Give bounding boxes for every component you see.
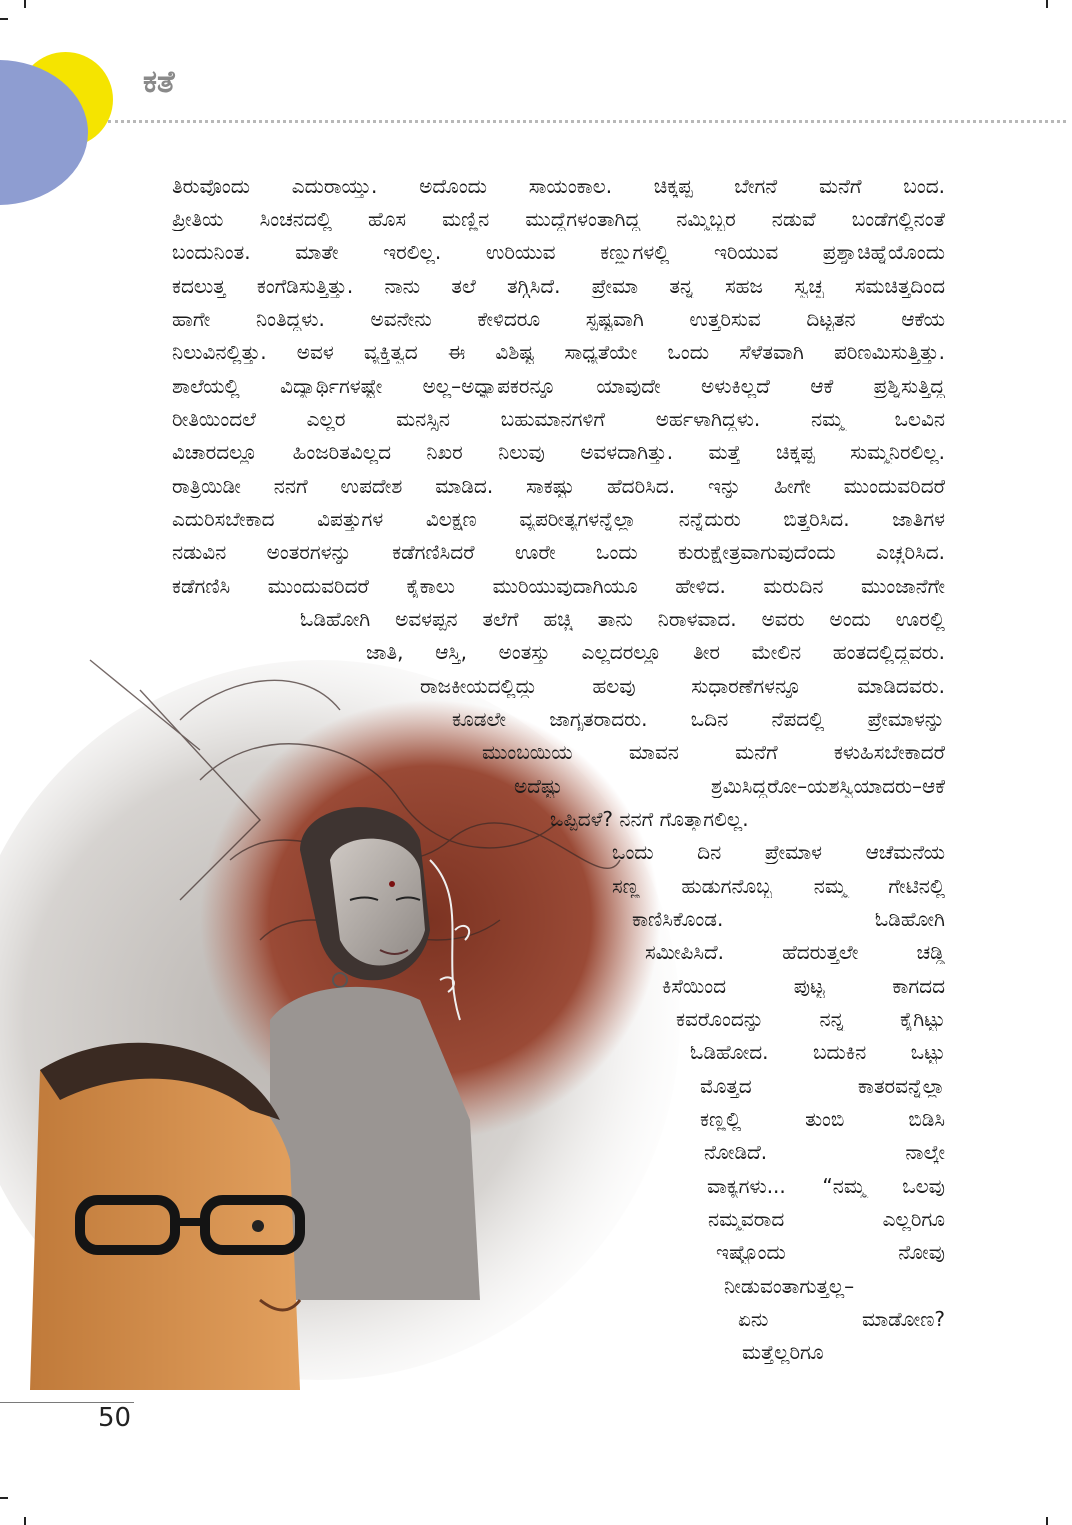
- story-line: ನೀಡುವಂತಾಗುತ್ತಲ್ಲ–: [724, 1274, 855, 1298]
- story-line: ನಮ್ಮವರಾದ ಎಲ್ಲರಿಗೂ: [708, 1207, 945, 1231]
- story-line: ಸಣ್ಣ ಹುಡುಗನೊಬ್ಬ ನಮ್ಮ ಗೇಟಿನಲ್ಲಿ: [612, 874, 945, 898]
- story-line: ಬಂದುನಿಂತ. ಮಾತೇ ಇರಲಿಲ್ಲ. ಉರಿಯುವ ಕಣ್ಣುಗಳಲ್ಲಿ ಇರಿಯುವ ಪ್ರಶ್ನಾಚಿಹ್ನೆಯೊಂದು: [172, 240, 945, 264]
- story-line: ರೀತಿಯಿಂದಲೆ ಎಲ್ಲರ ಮನಸ್ಸಿನ ಬಹುಮಾನಗಳಿಗೆ ಅರ್ಹಳಾಗಿದ್ದಳು. ನಮ್ಮ ಒಲವಿನ: [172, 407, 945, 431]
- story-line: ವಿಚಾರದಲ್ಲೂ ಹಿಂಜರಿತವಿಲ್ಲದ ನಿಖರ ನಿಲುವು ಅವಳದಾಗಿತ್ತು. ಮತ್ತೆ ಚಿಕ್ಕಪ್ಪ ಸುಮ್ಮನಿರಲಿಲ್ಲ.: [172, 440, 945, 464]
- story-line: ಜಾತಿ, ಆಸ್ತಿ, ಅಂತಸ್ತು ಎಲ್ಲದರಲ್ಲೂ ತೀರ ಮೇಲಿನ ಹಂತದಲ್ಲಿದ್ದವರು.: [366, 640, 945, 664]
- story-line: ಅದೆಷ್ಟು ಶ್ರಮಿಸಿದ್ದರೋ–ಯಶಸ್ವಿಯಾದರು–ಆಕೆ: [514, 774, 945, 798]
- story-line: ರಾತ್ರಿಯಿಡೀ ನನಗೆ ಉಪದೇಶ ಮಾಡಿದ. ಸಾಕಷ್ಟು ಹೆದರಿಸಿದ. ಇನ್ನು ಹೀಗೇ ಮುಂದುವರಿದರೆ: [172, 474, 945, 498]
- section-title: ಕತೆ: [143, 64, 175, 100]
- story-line: ಮೊತ್ತದ ಕಾತರವನ್ನೆಲ್ಲಾ: [700, 1074, 945, 1098]
- story-line: ಕದಲುತ್ತ ಕಂಗೆಡಿಸುತ್ತಿತ್ತು. ನಾನು ತಲೆ ತಗ್ಗಿಸಿದೆ. ಪ್ರೇಮಾ ತನ್ನ ಸಹಜ ಸ್ವಚ್ಛ ಸಮಚಿತ್ತದಿಂದ: [172, 274, 945, 298]
- story-line: ಸಮೀಪಿಸಿದೆ. ಹೆದರುತ್ತಲೇ ಚಡ್ಡಿ: [645, 940, 945, 964]
- story-line: ಕಣ್ಣಲ್ಲಿ ತುಂಬಿ ಬಿಡಿಸಿ: [700, 1107, 945, 1131]
- story-line: ನೋಡಿದೆ. ನಾಲ್ಕೇ: [704, 1140, 945, 1164]
- story-line: ಶಾಲೆಯಲ್ಲಿ ವಿದ್ಯಾರ್ಥಿಗಳಷ್ಟೇ ಅಲ್ಲ–ಅಧ್ಯಾಪಕರನ್ನೂ ಯಾವುದೇ ಅಳುಕಿಲ್ಲದೆ ಆಕೆ ಪ್ರಶ್ನಿಸುತ್ತಿದ್ದ: [172, 374, 945, 398]
- story-line: ಮುಂಬಯಿಯ ಮಾವನ ಮನೆಗೆ ಕಳುಹಿಸಬೇಕಾದರೆ: [482, 740, 945, 764]
- story-line: ಏನು ಮಾಡೋಣ?: [738, 1307, 945, 1331]
- page-number: 50: [98, 1403, 132, 1433]
- story-line: ಓಡಿಹೋಗಿ ಅವಳಪ್ಪನ ತಲೆಗೆ ಹಚ್ಚಿ ತಾನು ನಿರಾಳವಾದ. ಅವರು ಅಂದು ಊರಲ್ಲಿ: [300, 607, 945, 631]
- story-line: ರಾಜಕೀಯದಲ್ಲಿದ್ದು ಹಲವು ಸುಧಾರಣೆಗಳನ್ನೂ ಮಾಡಿದವರು.: [420, 674, 945, 698]
- story-line: ಕಿಸೆಯಿಂದ ಪುಟ್ಟ ಕಾಗದದ: [662, 974, 945, 998]
- story-line: ಓಡಿಹೋದ. ಬದುಕಿನ ಒಟ್ಟು: [690, 1040, 945, 1064]
- story-line: ಒಂದು ದಿನ ಪ್ರೇಮಾಳ ಆಚೆಮನೆಯ: [612, 840, 945, 864]
- story-line: ಇಷ್ಟೊಂದು ನೋವು: [716, 1240, 945, 1264]
- story-line: ಪ್ರೀತಿಯ ಸಿಂಚನದಲ್ಲಿ ಹೊಸ ಮಣ್ಣಿನ ಮುದ್ದೆಗಳಂತಾಗಿದ್ದ ನಮ್ಮಿಬ್ಬರ ನಡುವೆ ಬಂಡೆಗಲ್ಲಿನಂತೆ: [172, 207, 945, 231]
- story-line: ಕಡೆಗಣಿಸಿ ಮುಂದುವರಿದರೆ ಕೈಕಾಲು ಮುರಿಯುವುದಾಗಿಯೂ ಹೇಳಿದ. ಮರುದಿನ ಮುಂಜಾನೆಗೇ: [172, 574, 945, 598]
- story-line: ವಾಕ್ಯಗಳು... “ನಮ್ಮ ಒಲವು: [707, 1174, 945, 1198]
- story-line: ಹಾಗೇ ನಿಂತಿದ್ದಳು. ಅವನೇನು ಕೇಳಿದರೂ ಸ್ಪಷ್ಟವಾಗಿ ಉತ್ತರಿಸುವ ದಿಟ್ಟತನ ಆಕೆಯ: [172, 307, 945, 331]
- story-line: ಕೂಡಲೇ ಜಾಗೃತರಾದರು. ಒದಿನ ನೆಪದಲ್ಲಿ ಪ್ರೇಮಾಳನ್ನು: [452, 707, 945, 731]
- story-line: ಒಪ್ಪಿದಳೆ? ನನಗೆ ಗೊತ್ತಾಗಲಿಲ್ಲ.: [550, 807, 749, 831]
- story-line: ಕಾಣಿಸಿಕೊಂಡ. ಓಡಿಹೋಗಿ: [632, 907, 945, 931]
- story-line: ಕವರೊಂದನ್ನು ನನ್ನ ಕೈಗಿಟ್ಟು: [676, 1007, 945, 1031]
- story-line: ತಿರುವೊಂದು ಎದುರಾಯ್ತು. ಅದೊಂದು ಸಾಯಂಕಾಲ. ಚಿಕ್ಕಪ್ಪ ಬೇಗನೆ ಮನೆಗೆ ಬಂದ.: [172, 174, 945, 198]
- story-line: ನಿಲುವಿನಲ್ಲಿತ್ತು. ಅವಳ ವ್ಯಕ್ತಿತ್ವದ ಈ ವಿಶಿಷ್ಟ ಸಾಧ್ಯತೆಯೇ ಒಂದು ಸೆಳೆತವಾಗಿ ಪರಿಣಮಿಸುತ್ತಿತ್ತು.: [172, 340, 945, 364]
- story-line: ನಡುವಿನ ಅಂತರಗಳನ್ನು ಕಡೆಗಣಿಸಿದರೆ ಊರೇ ಒಂದು ಕುರುಕ್ಷೇತ್ರವಾಗುವುದೆಂದು ಎಚ್ಚರಿಸಿದ.: [172, 540, 945, 564]
- story-line: ಮತ್ತೆಲ್ಲರಿಗೂ: [742, 1340, 824, 1364]
- story-line: ಎದುರಿಸಬೇಕಾದ ವಿಪತ್ತುಗಳ ವಿಲಕ್ಷಣ ವ್ಯಪರೀತ್ಯಗಳನ್ನೆಲ್ಲಾ ನನ್ನೆದುರು ಬಿತ್ತರಿಸಿದ. ಜಾತಿಗಳ: [172, 507, 945, 531]
